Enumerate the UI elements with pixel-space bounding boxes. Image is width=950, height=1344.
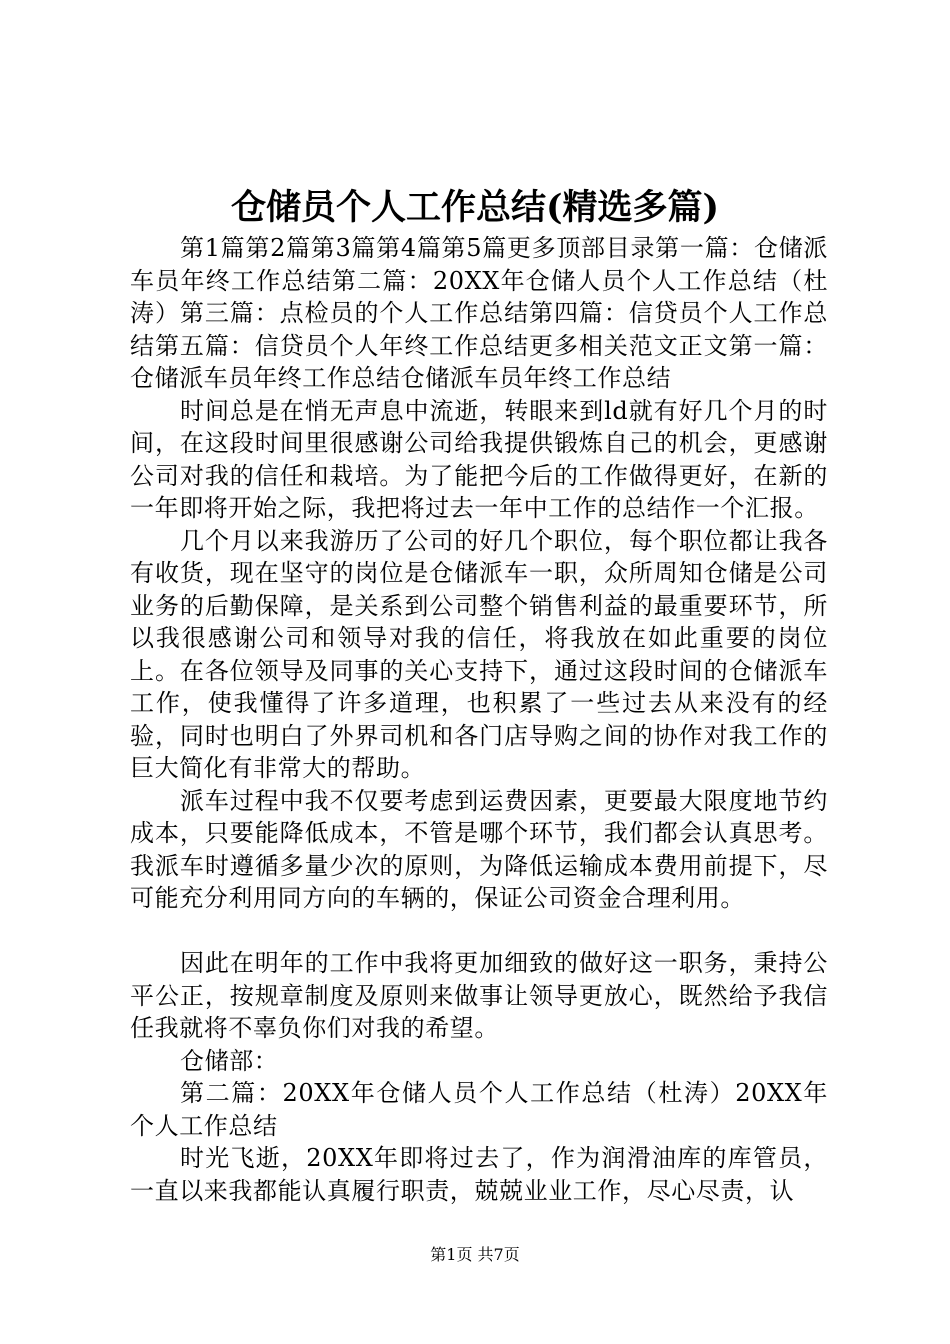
paragraph-section-heading: 第二篇：20XX年仓储人员个人工作总结（杜涛）20XX年个人工作总结	[130, 1079, 828, 1140]
paragraph-signature: 仓储部：	[180, 1046, 279, 1075]
document-title: 仓储员个人工作总结(精选多篇)	[230, 187, 720, 228]
page-footer: 第1页 共7页	[430, 1245, 520, 1264]
document-body	[130, 232, 828, 1207]
paragraph: 几个月以来我游历了公司的好几个职位，每个职位都让我各有收货，现在坚守的岗位是仓储派车一职，众所周知仓储是公司业务的后勤保障，是关系到公司整个销售利益的最重要环节，所以我很感谢公司和领导对我的信任，将我放在如此重要的岗位上。在各位领导及同事的关心支持下，通过这段时间的仓储派车工作，使我懂得了许多道理，也积累了一些过去从来没有的经验，同时也明白了外界司机和各门店导购之间的协作对我工作的巨大简化有非常大的帮助。	[130, 526, 828, 782]
paragraph: 时光飞逝，20XX年即将过去了，作为润滑油库的库管员，一直以来我都能认真履行职责，兢兢业业工作，尽心尽责，认	[130, 1144, 828, 1205]
paragraph-table-of-contents: 第1篇第2篇第3篇第4篇第5篇更多顶部目录第一篇：仓储派车员年终工作总结第二篇：20XX年仓储人员个人工作总结（杜涛）第三篇：点检员的个人工作总结第四篇：信贷员个人工作总结第五篇：信贷员个人年终工作总结更多相关范文正文第一篇：仓储派车员年终工作总结仓储派车员年终工作总结	[130, 234, 828, 392]
paragraph: 时间总是在悄无声息中流逝，转眼来到ld就有好几个月的时间，在这段时间里很感谢公司给我提供锻炼自己的机会，更感谢公司对我的信任和栽培。为了能把今后的工作做得更好，在新的一年即将开始之际，我把将过去一年中工作的总结作一个汇报。	[130, 396, 828, 522]
paragraph: 派车过程中我不仅要考虑到运费因素，更要最大限度地节约成本，只要能降低成本，不管是哪个环节，我们都会认真思考。我派车时遵循多量少次的原则，为降低运输成本费用前提下，尽可能充分利用同方向的车辆的，保证公司资金合理利用。	[130, 786, 828, 912]
paragraph: 因此在明年的工作中我将更加细致的做好这一职务，秉持公平公正，按规章制度及原则来做事让领导更放心，既然给予我信任我就将不辜负你们对我的希望。	[130, 949, 828, 1042]
